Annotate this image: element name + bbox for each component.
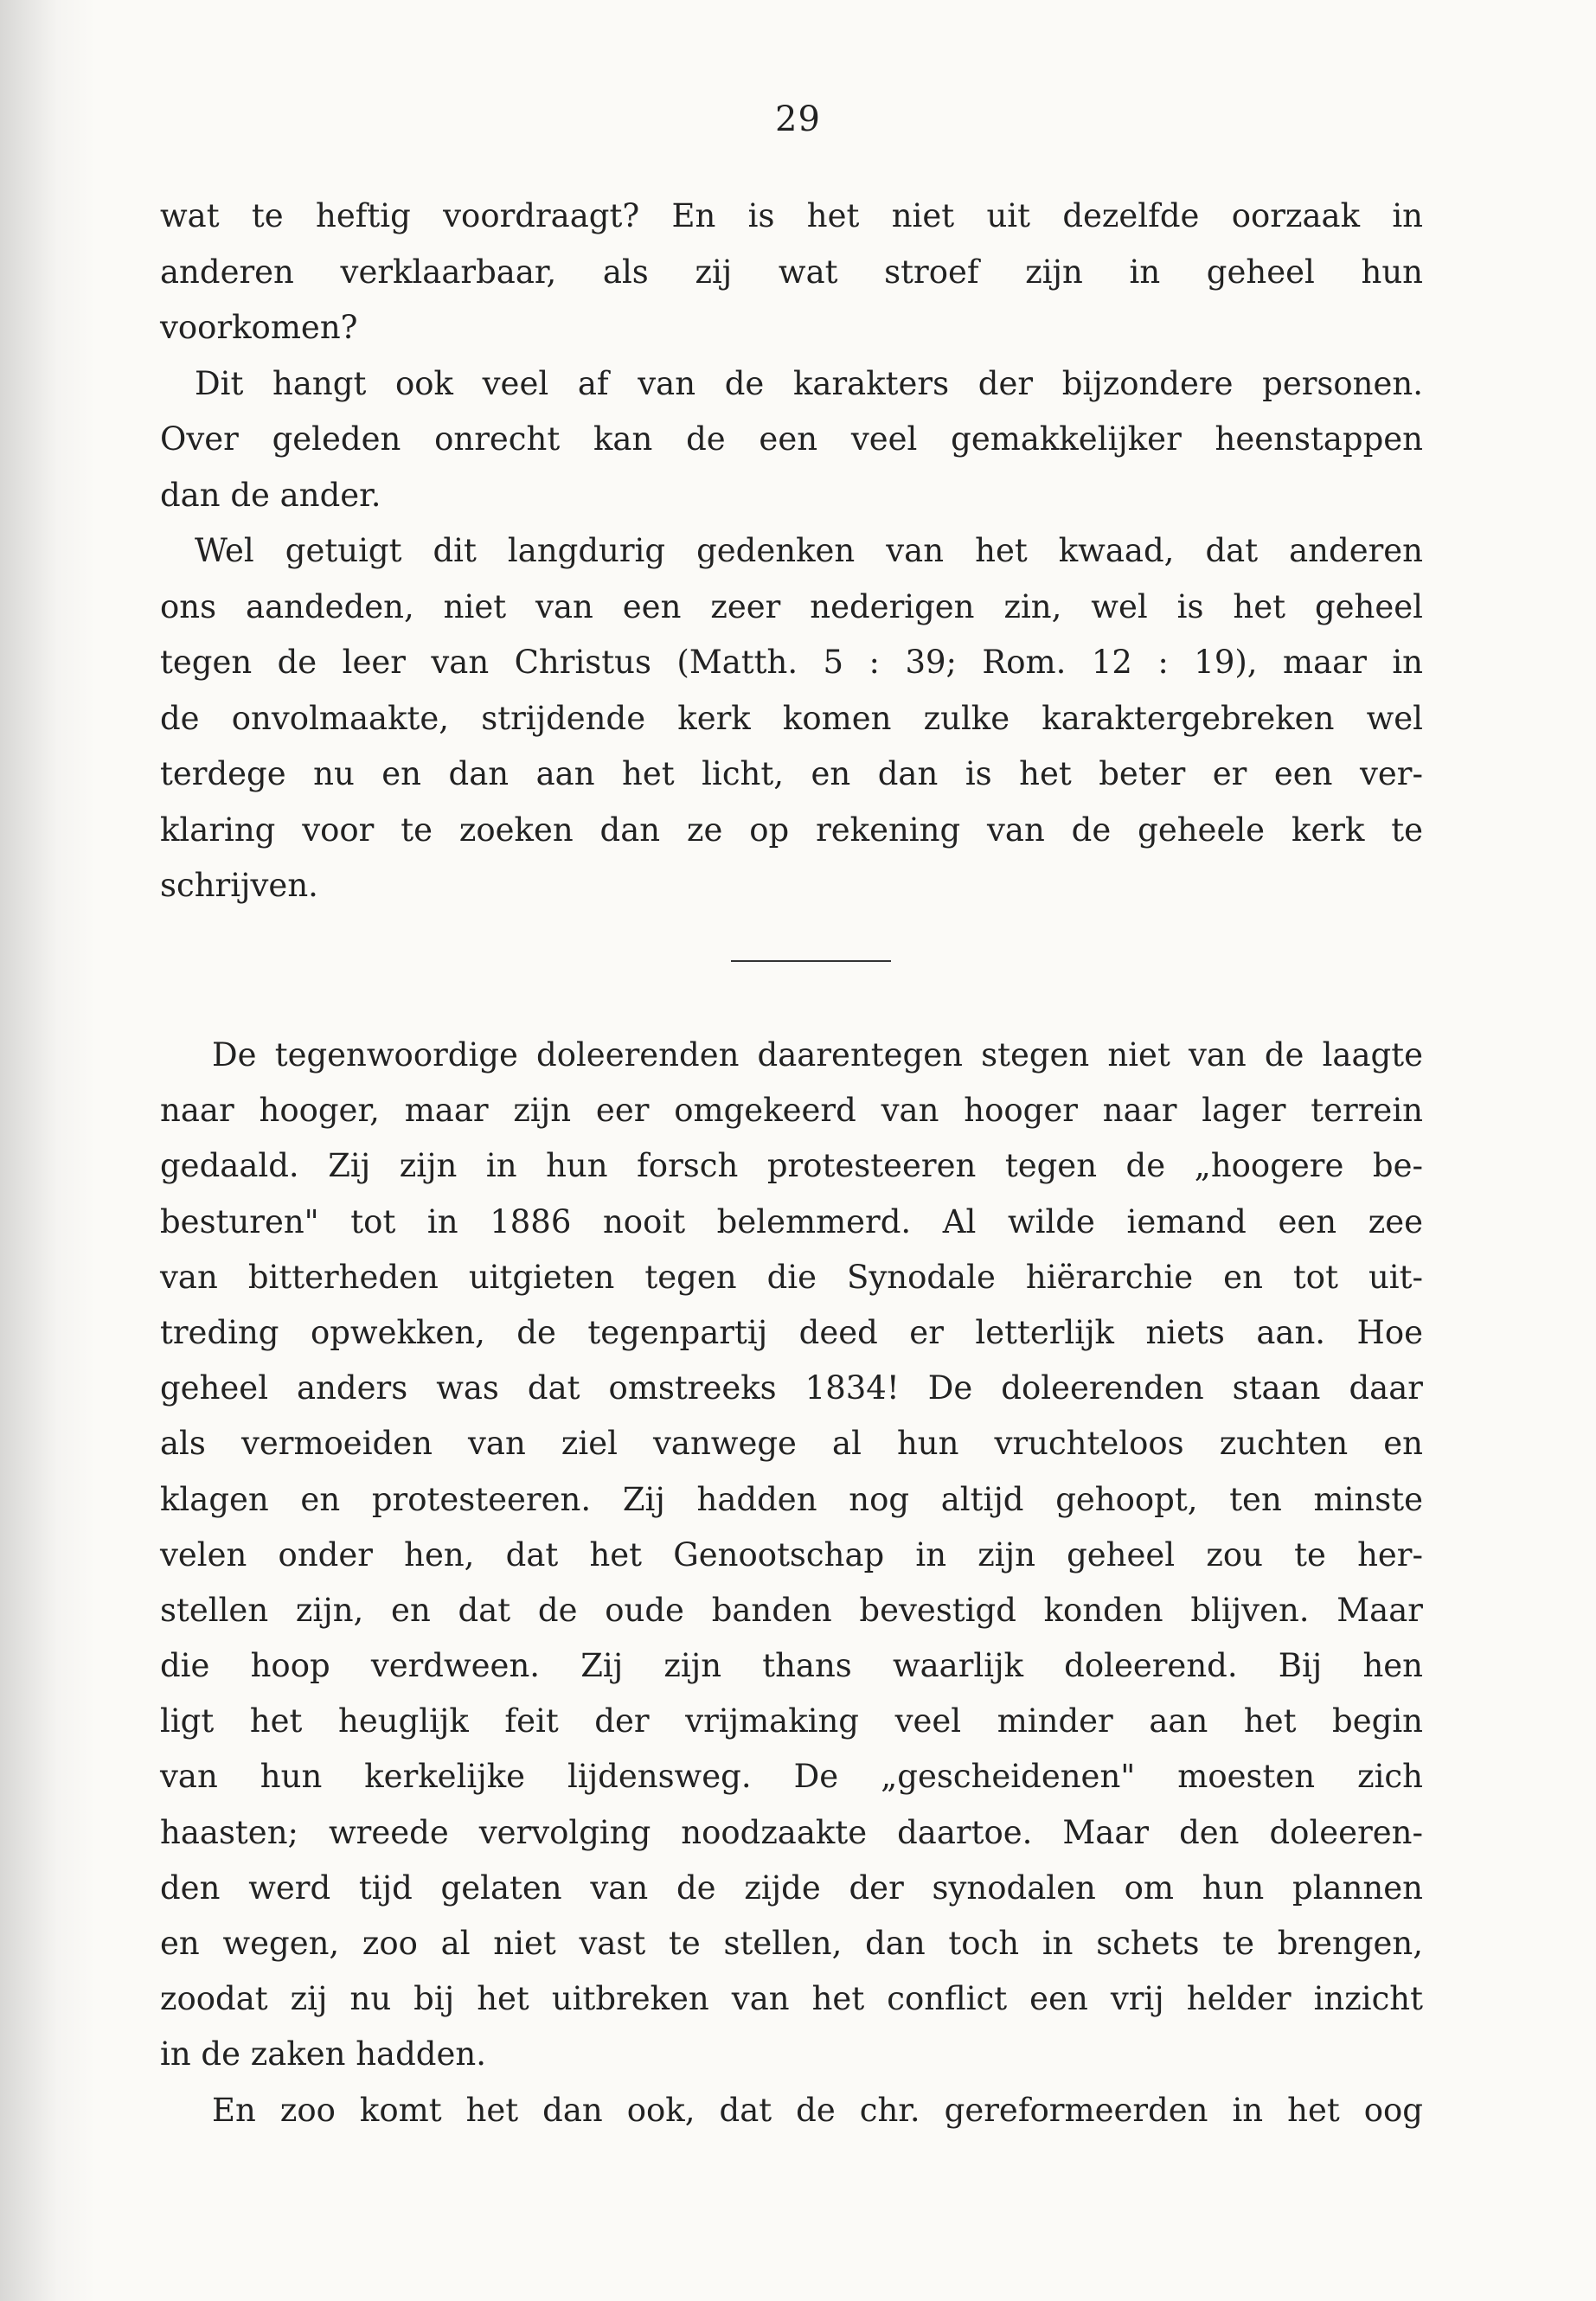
text-line: treding opwekken, de tegenpartij deed er letterlijk niets aan. Hoe (160, 1313, 1423, 1351)
text-line: van hun kerkelijke lijdensweg. De „gescheidenen" moesten zich (160, 1758, 1423, 1796)
text-line: ons aandeden, niet van een zeer nederigen zin, wel is het geheel (160, 587, 1423, 625)
text-line: velen onder hen, dat het Genootschap in zijn geheel zou te her- (160, 1535, 1423, 1574)
page-number: 29 (775, 99, 821, 139)
text-line: tegen de leer van Christus (Matth. 5 : 39; Rom. 12 : 19), maar in (160, 644, 1423, 681)
text-line: van bitterheden uitgieten tegen die Synodale hiërarchie en tot uit- (160, 1258, 1423, 1296)
text-line: in de zaken hadden. (160, 2035, 486, 2073)
text-line: naar hooger, maar zijn eer omgekeerd van hooger naar lager terrein (160, 1092, 1423, 1130)
text-line: En zoo komt het dan ook, dat de chr. gereformeerden in het oog (212, 2091, 1423, 2129)
text-line: de onvolmaakte, strijdende kerk komen zulke karaktergebreken wel (160, 699, 1423, 737)
text-line: besturen" tot in 1886 nooit belemmerd. Al wilde iemand een zee (160, 1202, 1423, 1240)
text-line: en wegen, zoo al niet vast te stellen, dan toch in schets te brengen, (160, 1925, 1423, 1962)
scan-edge-shadow (0, 0, 95, 2301)
text-line: die hoop verdween. Zij zijn thans waarlijk doleerend. Bij hen (160, 1647, 1423, 1685)
text-line: klagen en protesteeren. Zij hadden nog altijd gehoopt, ten minste (160, 1480, 1423, 1518)
text-line: dan de ander. (160, 476, 381, 514)
text-line: voorkomen? (160, 309, 358, 346)
paragraph-section-1 (160, 189, 1423, 914)
text-line: De tegenwoordige doleerenden daarentegen stegen niet van de laagte (212, 1036, 1423, 1074)
text-line: ligt het heuglijk feit der vrijmaking veel minder aan het begin (160, 1702, 1423, 1740)
text-line: den werd tijd gelaten van de zijde der synodalen om hun plannen (160, 1868, 1423, 1907)
text-line: klaring voor te zoeken dan ze op rekening van de geheele kerk te (160, 811, 1423, 849)
text-line: Wel getuigt dit langdurig gedenken van het kwaad, dat anderen (195, 532, 1423, 569)
text-line: terdege nu en dan aan het licht, en dan is het beter er een ver- (160, 755, 1423, 792)
text-line: Dit hangt ook veel af van de karakters der bijzondere personen. (195, 364, 1423, 402)
text-line: wat te heftig voordraagt? En is het niet uit dezelfde oorzaak in (160, 197, 1423, 234)
text-line: als vermoeiden van ziel vanwege al hun vruchteloos zuchten en (160, 1425, 1423, 1463)
section-separator (731, 960, 891, 962)
text-line: anderen verklaarbaar, als zij wat stroef zijn in geheel hun (160, 253, 1423, 291)
paragraph-section-2 (160, 1028, 1423, 2138)
text-line: stellen zijn, en dat de oude banden bevestigd konden blijven. Maar (160, 1591, 1423, 1629)
text-line: schrijven. (160, 867, 318, 904)
text-line: haasten; wreede vervolging noodzaakte daartoe. Maar den doleeren- (160, 1813, 1423, 1851)
text-line: gedaald. Zij zijn in hun forsch protesteeren tegen de „hoogere be- (160, 1147, 1423, 1185)
text-line: Over geleden onrecht kan de een veel gemakkelijker heenstappen (160, 420, 1423, 458)
text-line: geheel anders was dat omstreeks 1834! De doleerenden staan daar (160, 1369, 1423, 1407)
text-line: zoodat zij nu bij het uitbreken van het conflict een vrij helder inzicht (160, 1980, 1423, 2018)
